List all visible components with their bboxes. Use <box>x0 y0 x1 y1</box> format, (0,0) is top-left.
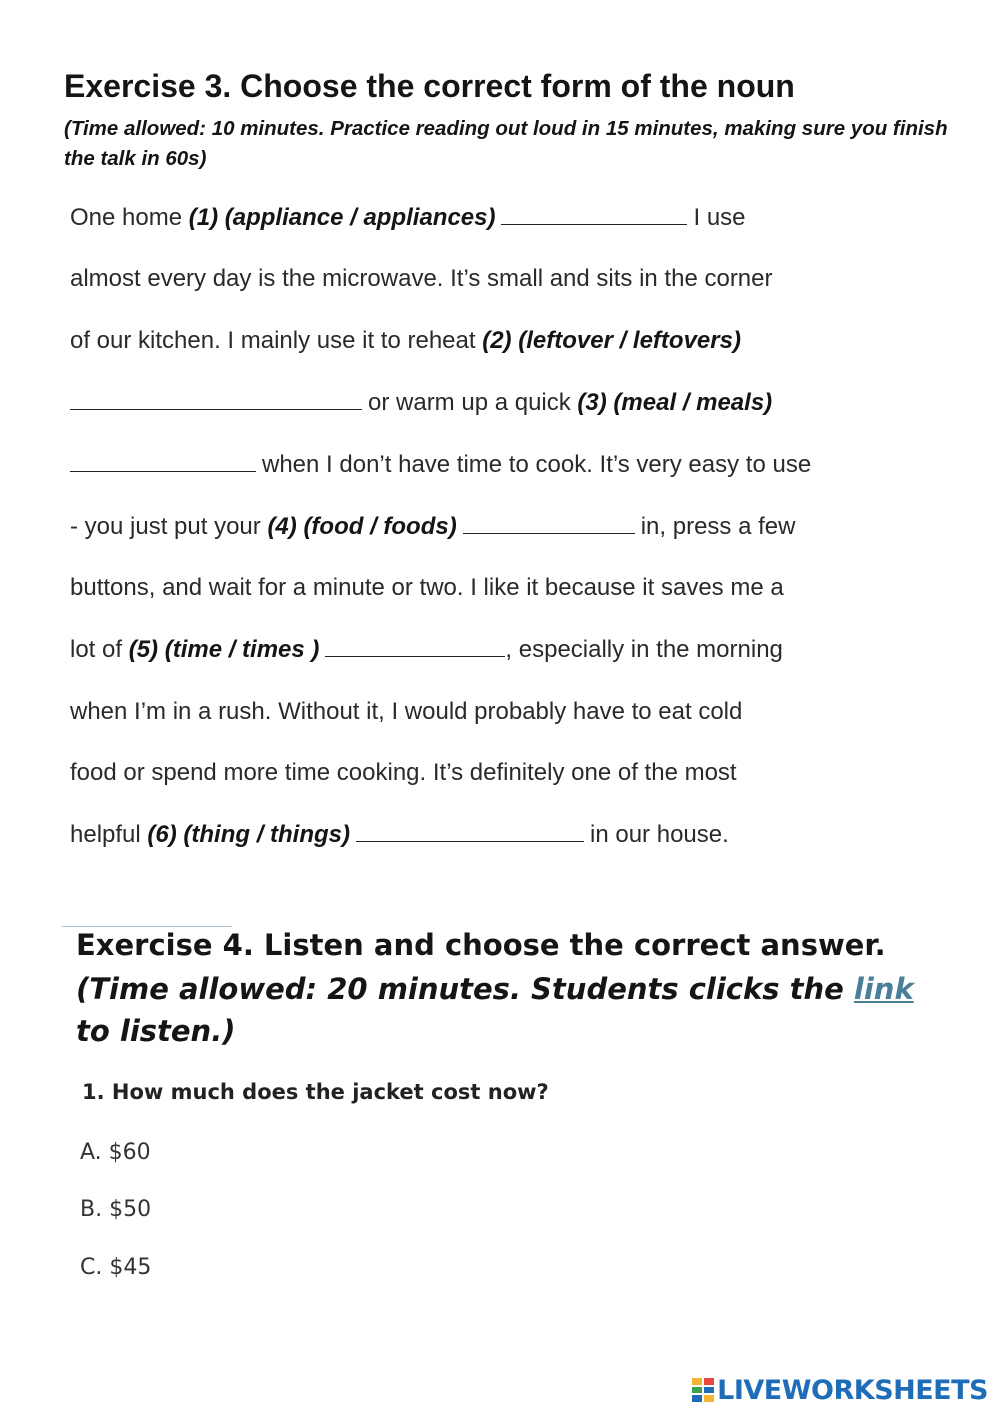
passage-text: - you just put your <box>70 513 268 540</box>
passage-text: buttons, and wait for a minute or two. I like it because it saves me a <box>70 574 784 601</box>
exercise-4-instructions <box>76 968 956 1052</box>
passage-line-4 <box>70 383 772 423</box>
passage-line-2 <box>70 259 773 299</box>
option-c[interactable]: C. $45 <box>80 1255 152 1280</box>
passage-line-7 <box>70 568 784 608</box>
passage-line-3 <box>70 321 741 361</box>
exercise-3-title: Exercise 3. Choose the correct form of the noun <box>64 68 795 104</box>
instructions-text: to listen.) <box>76 1014 236 1048</box>
answer-blank-3[interactable] <box>70 447 256 472</box>
passage-text: food or spend more time cooking. It’s definitely one of the most <box>70 759 737 786</box>
cue-3: (3) (meal / meals) <box>577 389 773 416</box>
answer-blank-6[interactable] <box>356 817 584 842</box>
audio-link[interactable]: link <box>853 972 914 1006</box>
passage-text: lot of <box>70 636 129 663</box>
brand-name: LIVEWORKSHEETS <box>717 1374 988 1406</box>
passage-text: One home <box>70 204 189 231</box>
cue-2: (2) (leftover / leftovers) <box>482 327 741 354</box>
passage-text: in, press a few <box>640 513 796 540</box>
liveworksheets-logo-icon <box>692 1378 714 1402</box>
passage-line-1 <box>70 198 746 238</box>
cue-1: (1) (appliance / appliances) <box>188 204 496 231</box>
answer-blank-2[interactable] <box>70 385 362 410</box>
cue-6: (6) (thing / things) <box>147 821 351 848</box>
answer-blank-4[interactable] <box>463 509 635 534</box>
passage-line-6 <box>70 507 795 547</box>
passage-text: of our kitchen. I mainly use it to reheat <box>70 327 483 354</box>
passage-text: when I’m in a rush. Without it, I would probably have to eat cold <box>70 698 743 725</box>
exercise-3-instructions: (Time allowed: 10 minutes. Practice reading out loud in 15 minutes, making sure you finish the talk in 60s) <box>64 117 948 170</box>
passage-text: in our house. <box>590 821 729 848</box>
passage-line-9 <box>70 692 742 732</box>
passage-line-5 <box>70 445 811 485</box>
liveworksheets-brand <box>692 1373 988 1407</box>
cue-4: (4) (food / foods) <box>267 513 457 540</box>
passage-text: I use <box>693 204 746 231</box>
passage-text: , especially in the morning <box>505 636 783 663</box>
option-b[interactable]: B. $50 <box>80 1197 152 1222</box>
passage-line-11 <box>70 815 729 855</box>
instructions-text: (Time allowed: 20 minutes. Students clicks the <box>76 972 854 1006</box>
exercise-4-title: Exercise 4. Listen and choose the correct answer. <box>76 928 886 962</box>
passage-line-10 <box>70 753 737 793</box>
passage-text: when I don’t have time to cook. It’s very easy to use <box>262 451 812 478</box>
passage-text: helpful <box>70 821 148 848</box>
answer-blank-5[interactable] <box>325 632 505 657</box>
section-divider <box>62 926 232 927</box>
option-a[interactable]: A. $60 <box>80 1140 151 1165</box>
question-1: 1. How much does the jacket cost now? <box>82 1080 549 1104</box>
passage-line-8 <box>70 630 783 670</box>
passage-text: almost every day is the microwave. It’s small and sits in the corner <box>70 265 773 292</box>
answer-blank-1[interactable] <box>501 200 687 225</box>
cue-5: (5) (time / times ) <box>128 636 320 663</box>
passage-text: or warm up a quick <box>368 389 578 416</box>
